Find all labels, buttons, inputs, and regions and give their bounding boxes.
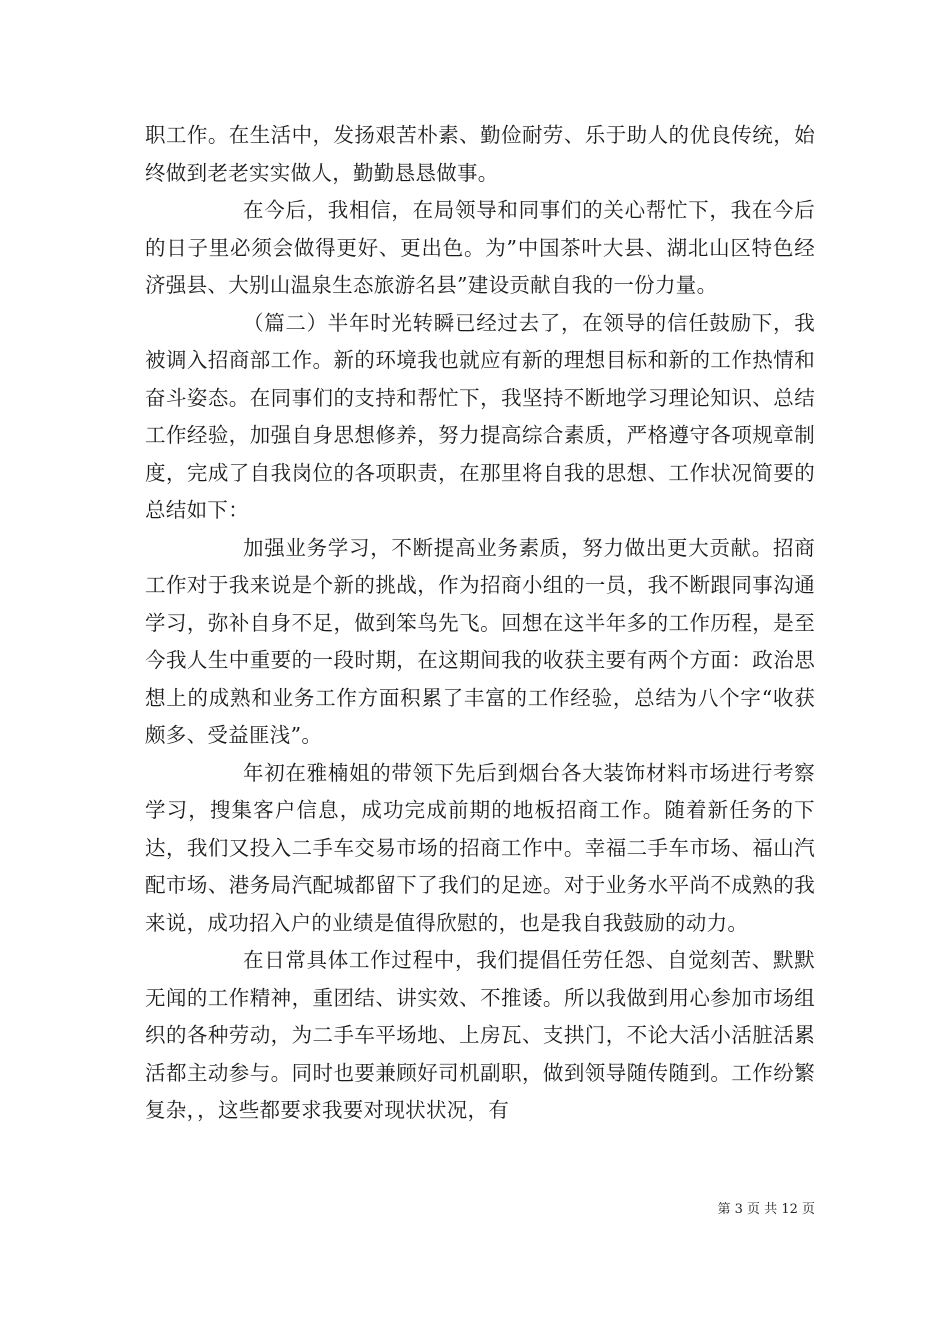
paragraph-4: 加强业务学习，不断提高业务素质，努力做出更大贡献。招商工作对于我来说是个新的挑战，作为招商小组的一员，我不断跟同事沟通学习，弥补自身不足，做到笨鸟先飞。回想在这半年多的工作历程，是至今我人生中重要的一段时期，在这期间我的收获主要有两个方面：政治思想上的成熟和业务工作方面积累了丰富的工作经验，总结为八个字“收获颇多、受益匪浅”。 xyxy=(145,535,815,747)
paragraph-6: 在日常具体工作过程中，我们提倡任劳任怨、自觉刻苦、默默无闻的工作精神，重团结、讲实效、不推诿。所以我做到用心参加市场组织的各种劳动，为二手车平场地、上房瓦、支拱门，不论大活小活脏活累活都主动参与。同时也要兼顾好司机副职，做到领导随传随到。工作纷繁复杂，，这些都要求我要对现状状况，有 xyxy=(145,948,815,1122)
document-body xyxy=(145,117,815,1130)
page-number-footer: 第 3 页 共 12 页 xyxy=(717,1202,815,1217)
paragraph-2: 在今后，我相信，在局领导和同事们的关心帮忙下，我在今后的日子里必须会做得更好、更出色。为”中国茶叶大县、湖北山区特色经济强县、大别山温泉生态旅游名县”建设贡献自我的一份力量。 xyxy=(145,198,815,297)
paragraph-1: 职工作。在生活中，发扬艰苦朴素、勤俭耐劳、乐于助人的优良传统，始终做到老老实实做人，勤勤恳恳做事。 xyxy=(145,123,815,185)
paragraph-3: （篇二）半年时光转瞬已经过去了，在领导的信任鼓励下，我被调入招商部工作。新的环境我也就应有新的理想目标和新的工作热情和奋斗姿态。在同事们的支持和帮忙下，我坚持不断地学习理论知识、总结工作经验，加强自身思想修养，努力提高综合素质，严格遵守各项规章制度，完成了自我岗位的各项职责，在那里将自我的思想、工作状况简要的总结如下： xyxy=(145,310,815,522)
paragraph-5: 年初在雅楠姐的带领下先后到烟台各大装饰材料市场进行考察学习，搜集客户信息，成功完成前期的地板招商工作。随着新任务的下达，我们又投入二手车交易市场的招商工作中。幸福二手车市场、福山汽配市场、港务局汽配城都留下了我们的足迹。对于业务水平尚不成熟的我来说，成功招入户的业绩是值得欣慰的，也是我自我鼓励的动力。 xyxy=(145,760,815,935)
